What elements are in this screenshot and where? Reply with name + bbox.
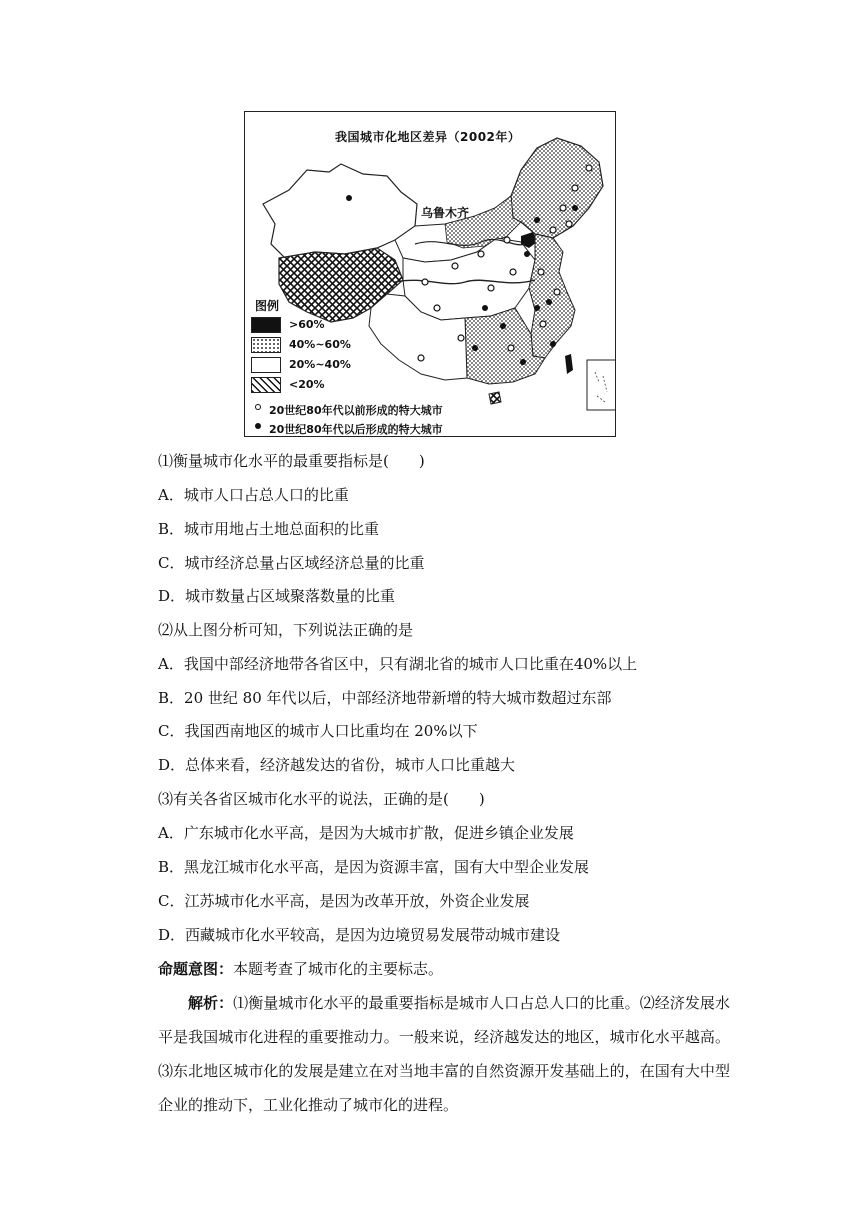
- question-2-option-c: C．我国西南地区的城市人口比重均在 20%以下: [158, 722, 478, 740]
- question-3-option-a: A．广东城市化水平高，是因为大城市扩散，促进乡镇企业发展: [158, 824, 574, 842]
- map-title: 我国城市化地区差异（2002年）: [335, 130, 521, 144]
- urbanization-map: [244, 111, 616, 437]
- legend-label: <20%: [289, 378, 325, 391]
- analysis-paragraph: [158, 986, 730, 1122]
- question-3-option-c: C．江苏城市化水平高，是因为改革开放，外资企业发展: [158, 892, 530, 910]
- city-label-urumqi: 乌鲁木齐: [421, 206, 470, 220]
- legend-swatch-dotted: [251, 337, 281, 353]
- legend-label: 20%~40%: [289, 358, 351, 371]
- question-2-option-b: B．20 世纪 80 年代以后，中部经济地带新增的特大城市数超过东部: [158, 689, 612, 707]
- analysis-label: 解析：: [188, 994, 234, 1012]
- legend-swatch-crosshatch: [251, 377, 281, 393]
- question-1-option-c: C．城市经济总量占区域经济总量的比重: [158, 554, 425, 572]
- open-circle-icon: [255, 404, 261, 410]
- intent-label: 命题意图：: [158, 960, 234, 978]
- question-1-option-b: B．城市用地占土地总面积的比重: [158, 520, 380, 538]
- legend-label: 40%~60%: [289, 338, 351, 351]
- intent-text: 本题考查了城市化的主要标志。: [233, 960, 444, 978]
- question-2-stem: ⑵从上图分析可知，下列说法正确的是: [158, 621, 414, 639]
- legend-swatch-black: [251, 317, 281, 333]
- question-1-option-d: D．城市数量占区域聚落数量的比重: [158, 587, 396, 605]
- question-1-stem: ⑴衡量城市化水平的最重要指标是( ): [158, 452, 425, 470]
- filled-circle-icon: [255, 423, 261, 429]
- question-3-option-d: D．西藏城市化水平较高，是因为边境贸易发展带动城市建设: [158, 926, 561, 944]
- legend-swatch-white: [251, 357, 281, 373]
- question-1-option-a: A．城市人口占总人口的比重: [158, 486, 349, 504]
- question-3-stem: ⑶有关各省区城市化水平的说法，正确的是( ): [158, 790, 485, 808]
- legend-title: 图例: [255, 299, 280, 313]
- analysis-text: ⑴衡量城市化水平的最重要指标是城市人口占总人口的比重。⑵经济发展水平是我国城市化进程的重要推动力。一般来说，经济越发达的地区，城市化水平越高。⑶东北地区城市化的发展是建立在对当地丰富的自然资源开发基础上的，在国有大中型企业的推动下，工业化推动了城市化的进程。: [158, 994, 730, 1114]
- legend-label: 20世纪80年代以后形成的特大城市: [269, 423, 443, 436]
- question-2-option-d: D．总体来看，经济越发达的省份，城市人口比重越大: [158, 756, 516, 774]
- legend-label: >60%: [289, 318, 325, 331]
- question-2-option-a: A．我国中部经济地带各省区中，只有湖北省的城市人口比重在40%以上: [158, 655, 638, 673]
- question-3-option-b: B．黑龙江城市化水平高，是因为资源丰富，国有大中型企业发展: [158, 858, 590, 876]
- intent-line: [158, 959, 443, 979]
- legend-label: 20世纪80年代以前形成的特大城市: [269, 404, 443, 417]
